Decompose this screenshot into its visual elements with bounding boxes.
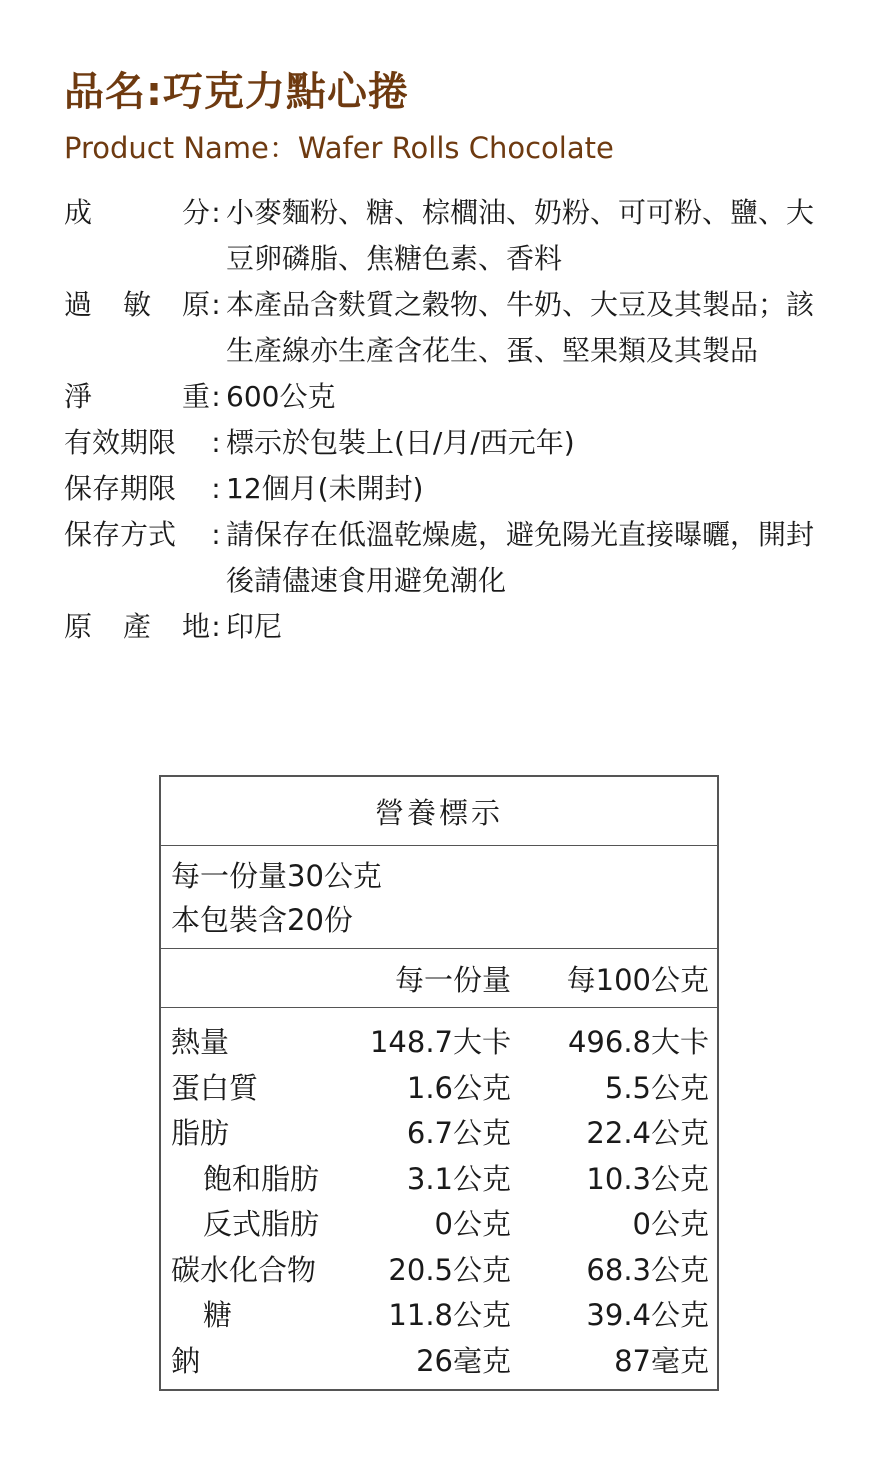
- info-label: 成 分: [64, 196, 210, 229]
- info-row: 保存方式 : 請保存在低溫乾燥處，避免陽光直接曝曬，開封後請儘速食用避免潮化: [64, 512, 834, 604]
- nutrient-per-100g: 68.3公克: [586, 1252, 709, 1287]
- nutrient-name: 鈉: [171, 1343, 201, 1378]
- info-row: 保存期限 : 12個月(未開封): [64, 466, 834, 512]
- info-row: 過 敏 原 : 本產品含麩質之穀物、牛奶、大豆及其製品；該生產線亦生產含花生、蛋、堅果類及其製品: [64, 282, 834, 374]
- nutrient-per-serving: 0公克: [434, 1207, 511, 1242]
- nutrition-title: 營養標示: [161, 777, 717, 846]
- nutrition-header-row: [161, 949, 717, 1008]
- nutrient-per-serving: 148.7大卡: [369, 1025, 511, 1060]
- nutrition-row: [161, 1109, 717, 1155]
- info-row: 成 分 : 小麥麵粉、糖、棕櫚油、奶粉、可可粉、鹽、大豆卵磷脂、焦糖色素、香料: [64, 190, 834, 282]
- nutrient-per-serving: 20.5公克: [388, 1252, 511, 1287]
- nutrient-per-100g: 87毫克: [614, 1343, 709, 1378]
- info-value-expiry: 標示於包裝上(日/月/西元年): [226, 426, 575, 459]
- nutrient-per-100g: 0公克: [632, 1207, 709, 1242]
- serving-info: [161, 846, 717, 949]
- nutrient-per-serving: 1.6公克: [406, 1070, 511, 1105]
- info-label: 有效期限: [64, 426, 177, 459]
- nutrient-name: 反式脂肪: [203, 1207, 320, 1242]
- serving-size: 每一份量30公克: [171, 859, 382, 893]
- nutrient-per-100g: 5.5公克: [604, 1070, 709, 1105]
- nutrient-per-serving: 11.8公克: [388, 1298, 511, 1333]
- nutrition-row: [161, 1155, 717, 1201]
- nutrition-row: [161, 1064, 717, 1110]
- product-name-en: Product Name：Wafer Rolls Chocolate: [64, 131, 614, 165]
- nutrient-per-100g: 10.3公克: [586, 1161, 709, 1196]
- info-row: 有效期限 : 標示於包裝上(日/月/西元年): [64, 420, 834, 466]
- col-per-serving: 每一份量: [394, 962, 511, 997]
- info-label: 淨 重: [64, 380, 210, 413]
- product-info-list: [64, 190, 834, 650]
- info-label: 過 敏 原: [64, 288, 210, 321]
- info-value-storage: 請保存在低溫乾燥處，避免陽光直接曝曬，開封後請儘速食用避免潮化: [226, 518, 815, 597]
- info-value-net-weight: 600公克: [226, 380, 336, 413]
- info-label: 保存方式: [64, 518, 177, 551]
- nutrient-per-serving: 6.7公克: [406, 1116, 511, 1151]
- nutrient-per-100g: 496.8大卡: [567, 1025, 709, 1060]
- info-label: 保存期限: [64, 472, 177, 505]
- nutrition-rows: [161, 1008, 717, 1382]
- nutrient-per-serving: 3.1公克: [406, 1161, 511, 1196]
- nutrition-row: [161, 1018, 717, 1064]
- info-value-shelf-life: 12個月(未開封): [226, 472, 424, 505]
- nutrient-name: 飽和脂肪: [203, 1161, 320, 1196]
- info-value-allergens: 本產品含麩質之穀物、牛奶、大豆及其製品；該生產線亦生產含花生、蛋、堅果類及其製品: [226, 288, 815, 367]
- nutrition-row: [161, 1337, 717, 1383]
- nutrition-row: [161, 1246, 717, 1292]
- nutrient-name: 蛋白質: [171, 1070, 259, 1105]
- info-value-ingredients: 小麥麵粉、糖、棕櫚油、奶粉、可可粉、鹽、大豆卵磷脂、焦糖色素、香料: [226, 196, 815, 275]
- nutrient-name: 碳水化合物: [171, 1252, 317, 1287]
- nutrient-per-100g: 22.4公克: [586, 1116, 709, 1151]
- info-row: 淨 重 : 600公克: [64, 374, 834, 420]
- col-per-100g: 每100公克: [566, 962, 709, 997]
- nutrient-per-100g: 39.4公克: [586, 1298, 709, 1333]
- info-row: 原 產 地 : 印尼: [64, 604, 834, 650]
- servings-per-package: 本包裝含20份: [171, 903, 353, 937]
- nutrition-row: [161, 1200, 717, 1246]
- nutrient-name: 糖: [203, 1298, 233, 1333]
- nutrition-row: [161, 1291, 717, 1337]
- info-value-origin: 印尼: [226, 610, 283, 643]
- nutrient-name: 熱量: [171, 1025, 230, 1060]
- nutrition-table: [159, 775, 719, 1391]
- info-label: 原 產 地: [64, 610, 210, 643]
- nutrient-per-serving: 26毫克: [416, 1343, 511, 1378]
- product-name-zh: 品名:巧克力點心捲: [64, 69, 409, 115]
- nutrient-name: 脂肪: [171, 1116, 230, 1151]
